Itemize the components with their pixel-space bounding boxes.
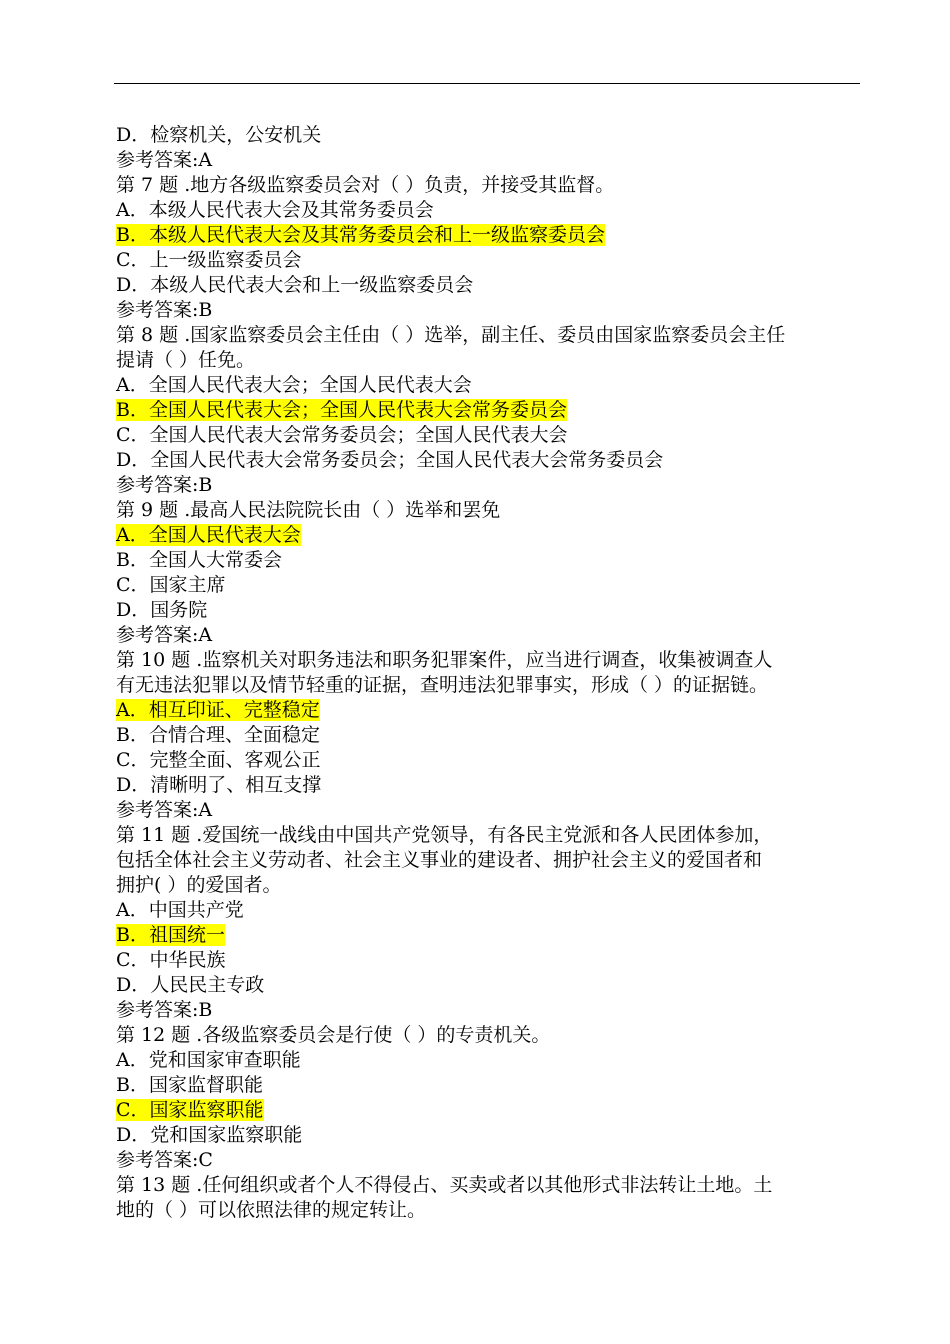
- line-text: D．本级人民代表大会和上一级监察委员会: [116, 274, 474, 296]
- question-line: [116, 1023, 864, 1048]
- line-text: 参考答案:A: [116, 624, 213, 646]
- highlighted-text: B．祖国统一: [116, 924, 225, 946]
- question-line: [116, 1173, 864, 1198]
- question-line: [116, 498, 864, 523]
- option-line-highlighted: [116, 223, 864, 248]
- line-text: 参考答案:B: [116, 999, 213, 1021]
- line-text: 包括全体社会主义劳动者、社会主义事业的建设者、拥护社会主义的爱国者和: [116, 849, 763, 871]
- option-line-highlighted: [116, 923, 864, 948]
- line-text: D．清晰明了、相互支撑: [116, 774, 322, 796]
- option-line: [116, 598, 864, 623]
- option-line: [116, 448, 864, 473]
- line-text: 第 9 题 .最高人民法院院长由（ ）选举和罢免: [116, 499, 501, 521]
- option-line: [116, 948, 864, 973]
- option-line-highlighted: [116, 398, 864, 423]
- line-text: 有无违法犯罪以及情节轻重的证据，查明违法犯罪事实，形成（ ）的证据链。: [116, 674, 769, 696]
- question-line: [116, 173, 864, 198]
- question-line: [116, 1198, 864, 1223]
- line-text: D．人民民主专政: [116, 974, 265, 996]
- line-text: 提请（ ）任免。: [116, 349, 256, 371]
- answer-line: [116, 998, 864, 1023]
- option-line-highlighted: [116, 523, 864, 548]
- answer-line: [116, 298, 864, 323]
- line-text: A．本级人民代表大会及其常务委员会: [116, 199, 434, 221]
- option-line: [116, 773, 864, 798]
- line-text: C．上一级监察委员会: [116, 249, 302, 271]
- option-line: [116, 248, 864, 273]
- line-text: A．党和国家审查职能: [116, 1049, 301, 1071]
- line-text: C．完整全面、客观公正: [116, 749, 321, 771]
- option-line: [116, 1123, 864, 1148]
- option-line: [116, 573, 864, 598]
- question-line: [116, 648, 864, 673]
- line-text: 参考答案:B: [116, 299, 213, 321]
- highlighted-text: B．全国人民代表大会；全国人民代表大会常务委员会: [116, 399, 567, 421]
- option-line-highlighted: [116, 698, 864, 723]
- option-line: [116, 373, 864, 398]
- option-line: [116, 1073, 864, 1098]
- line-text: A．中国共产党: [116, 899, 244, 921]
- option-line-highlighted: [116, 1098, 864, 1123]
- question-line: [116, 673, 864, 698]
- line-text: 拥护( ）的爱国者。: [116, 874, 282, 896]
- line-text: 第 12 题 .各级监察委员会是行使（ ）的专责机关。: [116, 1024, 551, 1046]
- line-text: D．国务院: [116, 599, 208, 621]
- line-text: 参考答案:B: [116, 474, 213, 496]
- line-text: 第 13 题 .任何组织或者个人不得侵占、买卖或者以其他形式非法转让土地。土: [116, 1174, 773, 1196]
- answer-line: [116, 1148, 864, 1173]
- line-text: B．合情合理、全面稳定: [116, 724, 320, 746]
- question-line: [116, 323, 864, 348]
- line-text: 参考答案:C: [116, 1149, 213, 1171]
- option-line: [116, 273, 864, 298]
- option-line: [116, 898, 864, 923]
- line-text: D．检察机关，公安机关: [116, 124, 322, 146]
- line-text: 第 7 题 .地方各级监察委员会对（ ）负责，并接受其监督。: [116, 174, 615, 196]
- option-line: [116, 548, 864, 573]
- line-text: 参考答案:A: [116, 149, 213, 171]
- option-line: [116, 423, 864, 448]
- option-line: [116, 1048, 864, 1073]
- line-text: 第 11 题 .爱国统一战线由中国共产党领导，有各民主党派和各人民团体参加，: [116, 824, 773, 846]
- option-line: [116, 748, 864, 773]
- question-line: [116, 823, 864, 848]
- line-text: C．中华民族: [116, 949, 226, 971]
- answer-line: [116, 623, 864, 648]
- line-text: 参考答案:A: [116, 799, 213, 821]
- option-line: [116, 723, 864, 748]
- header-rule: [114, 83, 860, 84]
- question-line: [116, 848, 864, 873]
- line-text: 第 10 题 .监察机关对职务违法和职务犯罪案件，应当进行调查，收集被调查人: [116, 649, 773, 671]
- line-text: D．党和国家监察职能: [116, 1124, 303, 1146]
- answer-line: [116, 798, 864, 823]
- line-text: B．国家监督职能: [116, 1074, 263, 1096]
- line-text: A．全国人民代表大会；全国人民代表大会: [116, 374, 472, 396]
- highlighted-text: A．相互印证、完整稳定: [116, 699, 320, 721]
- line-text: 地的（ ）可以依照法律的规定转让。: [116, 1199, 427, 1221]
- answer-line: [116, 148, 864, 173]
- line-text: C．全国人民代表大会常务委员会；全国人民代表大会: [116, 424, 568, 446]
- text-line: [116, 123, 864, 148]
- option-line: [116, 198, 864, 223]
- question-line: [116, 348, 864, 373]
- line-text: 第 8 题 .国家监察委员会主任由（ ）选举，副主任、委员由国家监察委员会主任: [116, 324, 786, 346]
- document-body: [116, 123, 864, 1223]
- line-text: B．全国人大常委会: [116, 549, 282, 571]
- highlighted-text: B．本级人民代表大会及其常务委员会和上一级监察委员会: [116, 224, 605, 246]
- question-line: [116, 873, 864, 898]
- highlighted-text: C．国家监察职能: [116, 1099, 264, 1121]
- answer-line: [116, 473, 864, 498]
- line-text: D．全国人民代表大会常务委员会；全国人民代表大会常务委员会: [116, 449, 664, 471]
- line-text: C．国家主席: [116, 574, 226, 596]
- option-line: [116, 973, 864, 998]
- highlighted-text: A．全国人民代表大会: [116, 524, 301, 546]
